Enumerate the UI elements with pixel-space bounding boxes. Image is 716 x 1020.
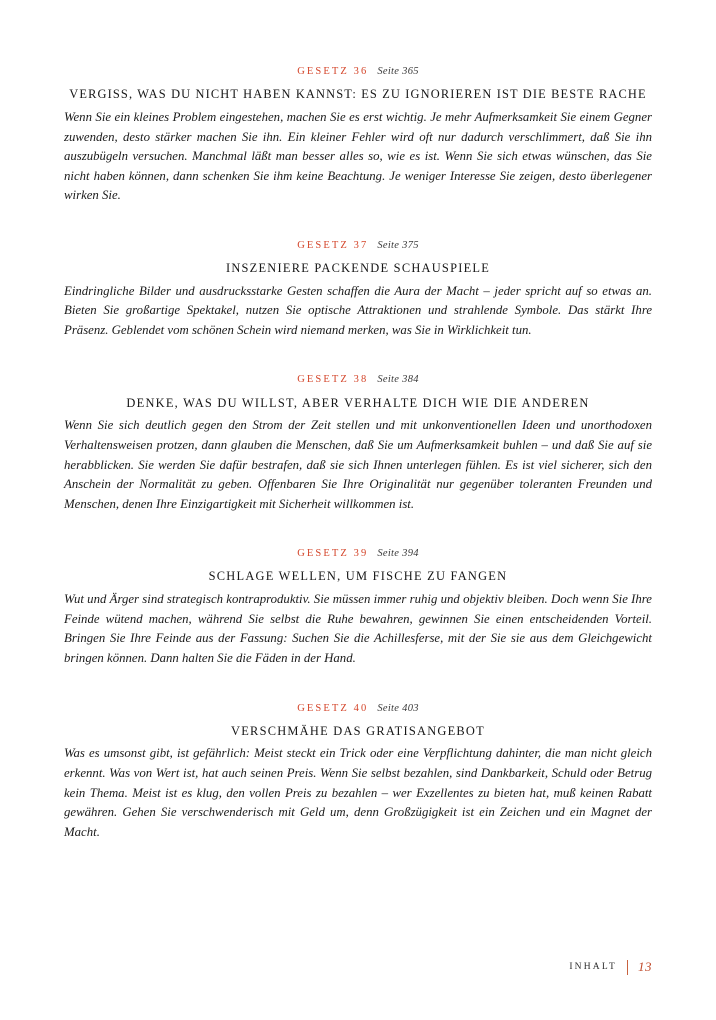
law-entry [64, 234, 652, 341]
section-spacer [64, 359, 652, 368]
law-page-reference: Seite 403 [377, 702, 419, 714]
law-label: GESETZ 39 [297, 548, 369, 560]
law-heading [64, 60, 652, 79]
section-spacer [64, 225, 652, 234]
law-heading [64, 542, 652, 561]
law-body: Wut und Ärger sind strategisch kontraproduktiv. Sie müssen immer ruhig und objektiv bleiben. Doch wenn Sie Ihre Feinde wütend machen, während Sie selbst die Ruhe bewahren, gewinnen Sie einen entscheidenden Vorteil. Bringen Sie Ihre Feinde aus der Fassung: Suchen Sie die Achillesferse, mit der Sie sie aus dem Gleichgewicht bringen können. Dann halten Sie die Fäden in der Hand. [64, 592, 652, 665]
footer-section-label: INHALT [569, 962, 617, 972]
section-spacer [64, 688, 652, 697]
law-heading [64, 697, 652, 716]
law-page-reference: Seite 384 [377, 374, 419, 386]
law-body: Was es umsonst gibt, ist gefährlich: Meist steckt ein Trick oder eine Verpflichtung dahinter, die man nicht gleich erkennt. Was von Wert ist, hat auch seinen Preis. Wenn Sie selbst bezahlen, sind Dankbarkeit, Schuld oder Betrug kein Thema. Meist ist es klug, den vollen Preis zu bezahlen – wer Exzellentes zu bieten hat, muß keinen Rabatt gewähren. Gehen Sie verschwenderisch mit Geld um, denn Großzügigkeit ist ein Zeichen und ein Magnet der Macht. [64, 746, 652, 839]
law-page-reference: Seite 394 [377, 548, 419, 560]
section-spacer [64, 533, 652, 542]
page-footer [569, 959, 652, 975]
law-label: GESETZ 38 [297, 374, 369, 386]
table-of-contents [64, 60, 652, 842]
law-title: DENKE, WAS DU WILLST, ABER VERHALTE DICH WIE DIE ANDEREN [126, 395, 590, 410]
law-entry [64, 542, 652, 668]
law-body: Eindringliche Bilder und ausdrucksstarke Gesten schaffen die Aura der Macht – jeder spricht auf so etwas an. Bieten Sie großartige Spektakel, nutzen Sie optische Attraktionen und strahlende Symbole. Das stärkt Ihre Präsenz. Geblendet vom schönen Schein wird niemand merken, was Sie in Wirklichkeit tun. [64, 283, 652, 337]
law-title: INSZENIERE PACKENDE SCHAUSPIELE [225, 261, 491, 275]
law-entry [64, 368, 652, 514]
law-label: GESETZ 37 [297, 239, 369, 251]
law-title: VERSCHMÄHE DAS GRATISANGEBOT [231, 723, 485, 738]
law-body: Wenn Sie ein kleines Problem eingestehen, machen Sie es erst wichtig. Je mehr Aufmerksamkeit Sie einem Gegner zuwenden, desto stärker machen Sie ihn. Ein kleiner Fehler wird oft nur dadurch verschlimmert, daß Sie ihn auszubügeln versuchen. Manchmal läßt man besser alles so, wie es ist. Wenn Sie sich etwas wünschen, das Sie nicht haben können, dann schenken Sie ihm keine Beachtung. Je weniger Interesse Sie zeigen, desto überlegener wirken Sie. [64, 109, 652, 203]
law-entry [64, 60, 652, 206]
law-title: SCHLAGE WELLEN, UM FISCHE ZU FANGEN [208, 569, 508, 584]
law-label: GESETZ 40 [297, 702, 369, 714]
law-body: Wenn Sie sich deutlich gegen den Strom der Zeit stellen und mit unkonventionellen Ideen und unorthodoxen Verhaltensweisen protzen, dann glauben die Menschen, daß Sie um Aufmerksamkeit buhlen – und daß Sie auf sie herabblicken. Sie werden Sie dafür bestrafen, daß sie sich Ihnen unterlegen fühlen. Es ist viel sicherer, sich den Anschein der Normalität zu geben. Offenbaren Sie Ihre Originalität nur gegenüber toleranten Freunden und Menschen, denen Ihre Einzigartigkeit mit Sicherheit willkommen ist. [64, 418, 652, 511]
law-page-reference: Seite 375 [377, 239, 419, 251]
law-heading [64, 368, 652, 387]
law-title: VERGISS, WAS DU NICHT HABEN KANNST: ES ZU IGNORIEREN IST DIE BESTE RACHE [69, 87, 647, 102]
footer-page-number: 13 [638, 959, 652, 974]
law-heading [64, 234, 652, 253]
law-label: GESETZ 36 [297, 66, 369, 77]
law-page-reference: Seite 365 [377, 66, 419, 77]
law-entry [64, 697, 652, 843]
footer-divider [627, 960, 628, 975]
